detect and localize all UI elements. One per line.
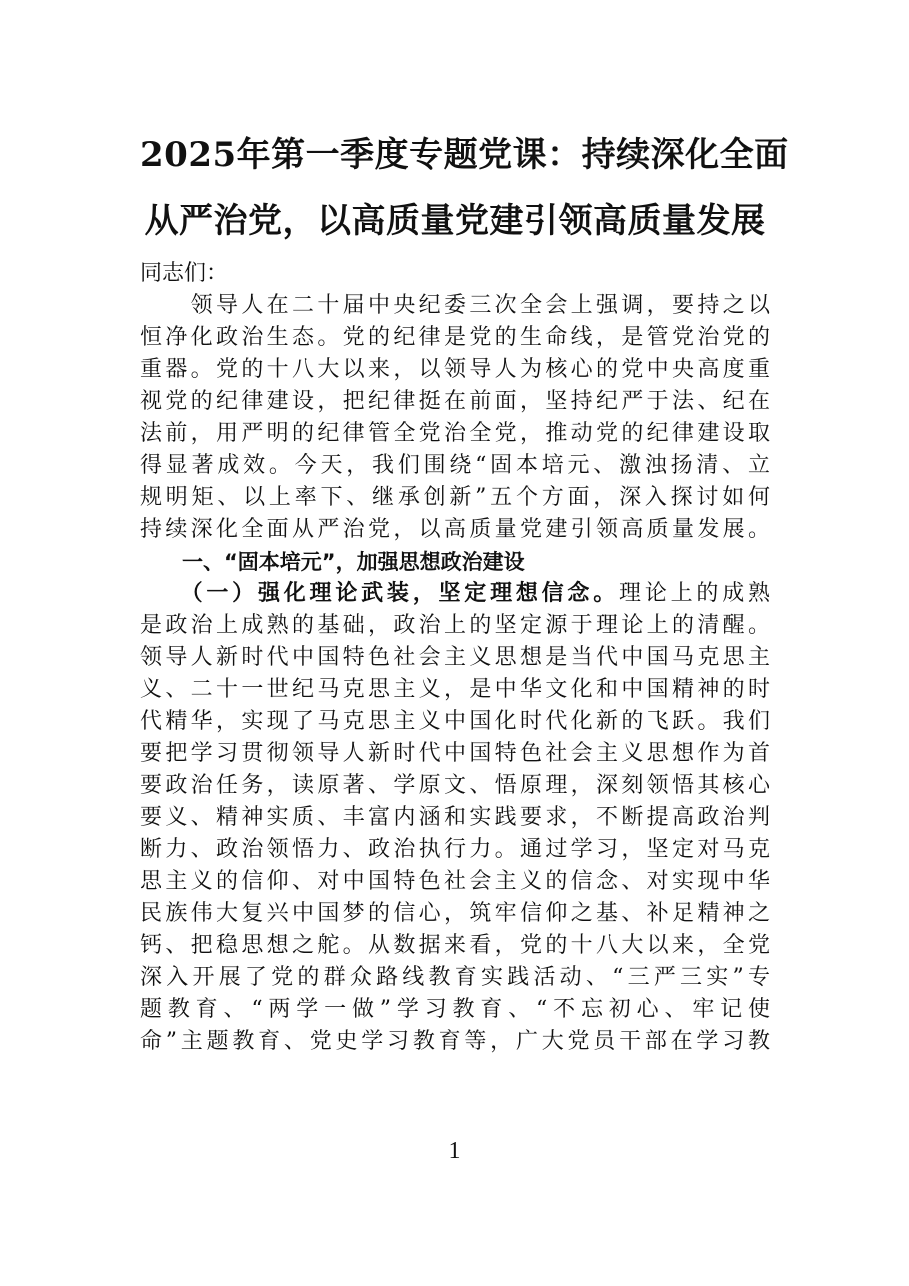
paragraph-line: 思主义的信仰、对中国特色社会主义的信念、对实现中华 [140, 869, 770, 894]
intro-paragraph [140, 290, 770, 546]
paragraph-line: 要义、精神实质、丰富内涵和实践要求，不断提高政治判 [140, 805, 770, 830]
paragraph-line: 深入开展了党的群众路线教育实践活动、“三严三实”专 [140, 965, 770, 990]
paragraph-line: 断力、政治领悟力、政治执行力。通过学习，坚定对马克 [140, 837, 770, 862]
paragraph-line: 要政治任务，读原著、学原文、悟原理，深刻领悟其核心 [140, 773, 770, 798]
section-paragraph [140, 578, 770, 1058]
paragraph-line: 义、二十一世纪马克思主义，是中华文化和中国精神的时 [140, 677, 770, 702]
subsection-heading: （一）强化理论武装，坚定理想信念。 [140, 581, 620, 606]
title-line-1: 2025年第一季度专题党课：持续深化全面 [140, 135, 789, 175]
title-line-2: 从严治党，以高质量党建引领高质量发展 [144, 201, 766, 241]
paragraph-line: 恒净化政治生态。党的纪律是党的生命线，是管党治党的 [140, 325, 770, 350]
paragraph-line: 规明矩、以上率下、继承创新”五个方面，深入探讨如何 [140, 485, 770, 510]
document-body [140, 258, 770, 1058]
paragraph-line: 命”主题教育、党史学习教育等，广大党员干部在学习教 [140, 1029, 770, 1054]
paragraph-line: 代精华，实现了马克思主义中国化时代化新的飞跃。我们 [140, 709, 770, 734]
paragraph-line: 民族伟大复兴中国梦的信心，筑牢信仰之基、补足精神之 [140, 901, 770, 926]
paragraph-line: 领导人在二十届中央纪委三次全会上强调，要持之以 [140, 293, 770, 318]
paragraph-line: 持续深化全面从严治党，以高质量党建引领高质量发展。 [140, 517, 770, 542]
page-number: 1 [448, 1138, 461, 1164]
paragraph-line [140, 578, 770, 610]
paragraph-line: 钙、把稳思想之舵。从数据来看，党的十八大以来，全党 [140, 933, 770, 958]
subsection-first-line-text: 理论上的成熟 [619, 581, 770, 606]
section-heading: 一、“固本培元”，加强思想政治建设 [140, 550, 525, 574]
paragraph-line: 题教育、“两学一做”学习教育、“不忘初心、牢记使 [140, 997, 770, 1022]
paragraph-line: 法前，用严明的纪律管全党治全党，推动党的纪律建设取 [140, 421, 770, 446]
paragraph-line: 是政治上成熟的基础，政治上的坚定源于理论上的清醒。 [140, 613, 770, 638]
paragraph-line: 重器。党的十八大以来，以领导人为核心的党中央高度重 [140, 357, 770, 382]
greeting: 同志们： [140, 261, 229, 286]
paragraph-line: 领导人新时代中国特色社会主义思想是当代中国马克思主 [140, 645, 770, 670]
paragraph-line: 视党的纪律建设，把纪律挺在前面，坚持纪严于法、纪在 [140, 389, 770, 414]
paragraph-line: 要把学习贯彻领导人新时代中国特色社会主义思想作为首 [140, 741, 770, 766]
paragraph-line: 得显著成效。今天，我们围绕“固本培元、激浊扬清、立 [140, 453, 770, 478]
document-title [140, 122, 789, 254]
